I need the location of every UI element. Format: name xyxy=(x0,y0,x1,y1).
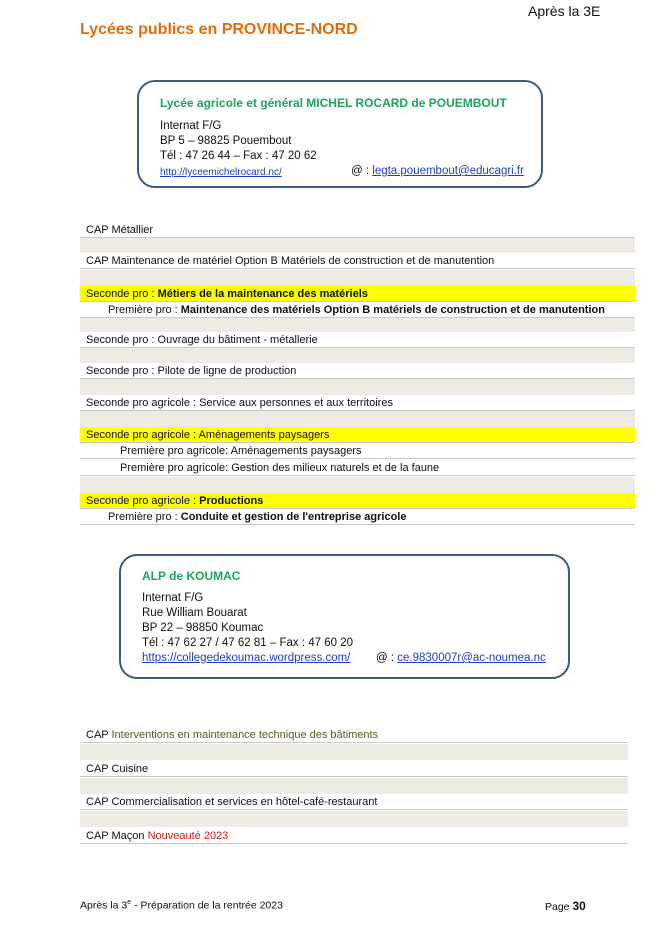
boarding-info: Internat F/G xyxy=(160,120,222,132)
table-row xyxy=(80,302,635,318)
row-program: Conduite et gestion de l'entreprise agricole xyxy=(180,511,407,523)
email-link[interactable]: legta.pouembout@educagri.fr xyxy=(372,165,524,177)
email-link[interactable]: ce.9830007r@ac-noumea.nc xyxy=(397,652,546,664)
row-prefix: CAP xyxy=(86,729,112,741)
row-spacer xyxy=(80,744,628,760)
postal-address: BP 5 – 98825 Pouembout xyxy=(160,135,292,147)
website-link[interactable]: https://collegedekoumac.wordpress.com/ xyxy=(142,652,351,664)
table-row: Première pro agricole: Aménagements paysagers xyxy=(80,443,635,459)
table-row: Seconde pro agricole : Aménagements paysagers xyxy=(80,427,635,443)
page-number xyxy=(545,899,586,913)
school-card-koumac xyxy=(119,554,570,679)
table-row xyxy=(80,493,635,509)
row-prefix: Seconde pro agricole : xyxy=(86,495,200,507)
email-prefix: @ : xyxy=(351,165,373,177)
row-spacer xyxy=(80,477,635,493)
footer-text-a: Après la 3 xyxy=(80,899,128,912)
row-spacer xyxy=(80,379,635,395)
row-spacer xyxy=(80,411,635,427)
row-prefix: CAP Maçon xyxy=(86,830,148,842)
page-number-value: 30 xyxy=(572,899,586,913)
email-line xyxy=(351,164,524,179)
table-row: CAP Commercialisation et services en hôtel-café-restaurant xyxy=(80,794,628,810)
row-spacer xyxy=(80,778,628,794)
row-program: Interventions en maintenance technique des bâtiments xyxy=(111,729,379,741)
school-card-pouembout xyxy=(137,80,543,188)
row-spacer xyxy=(80,811,628,827)
footer-text xyxy=(80,899,283,912)
email-prefix: @ : xyxy=(376,652,398,664)
row-spacer xyxy=(80,348,635,364)
row-program: Maintenance des matériels Option B matériels de construction et de manutention xyxy=(180,304,605,316)
table-row: CAP Métallier xyxy=(80,222,635,238)
phone-fax: Tél : 47 26 44 – Fax : 47 20 62 xyxy=(160,150,317,162)
website-link[interactable]: http://lyceemichelrocard.nc/ xyxy=(160,167,282,178)
table-row: Seconde pro : Pilote de ligne de production xyxy=(80,363,635,379)
phone-fax: Tél : 47 62 27 / 47 62 81 – Fax : 47 60 20 xyxy=(142,637,353,649)
page-label: Page xyxy=(545,901,573,913)
row-program: Métiers de la maintenance des matériels xyxy=(157,288,368,300)
footer-superscript: e xyxy=(127,899,132,906)
school-name: ALP de KOUMAC xyxy=(142,569,241,583)
row-spacer xyxy=(80,270,635,286)
table-row: CAP Cuisine xyxy=(80,761,628,777)
table-row: Seconde pro : Ouvrage du bâtiment - métallerie xyxy=(80,332,635,348)
email-line xyxy=(376,651,546,666)
document-label: Après la 3E xyxy=(528,3,601,19)
row-prefix: Première pro : xyxy=(108,304,181,316)
row-prefix: Première pro : xyxy=(108,511,181,523)
boarding-info: Internat F/G xyxy=(142,592,204,604)
table-row: Première pro agricole: Gestion des milieux naturels et de la faune xyxy=(80,460,635,476)
street-address: Rue William Bouarat xyxy=(142,607,247,619)
postal-address: BP 22 – 98850 Koumac xyxy=(142,622,264,634)
row-prefix: Seconde pro : xyxy=(86,288,158,300)
table-row xyxy=(80,828,628,844)
table-row: CAP Maintenance de matériel Option B Matériels de construction et de manutention xyxy=(80,253,635,269)
row-program: Productions xyxy=(199,495,264,507)
table-row xyxy=(80,286,635,302)
table-row: Seconde pro agricole : Service aux personnes et aux territoires xyxy=(80,395,635,411)
footer-text-b: - Préparation de la rentrée 2023 xyxy=(131,899,283,912)
table-row xyxy=(80,727,628,743)
row-spacer xyxy=(80,238,635,254)
page-title: Lycées publics en PROVINCE-NORD xyxy=(80,21,358,38)
school-name: Lycée agricole et général MICHEL ROCARD de POUEMBOUT xyxy=(160,96,507,110)
table-row xyxy=(80,509,635,525)
new-badge: Nouveauté 2023 xyxy=(147,830,229,842)
